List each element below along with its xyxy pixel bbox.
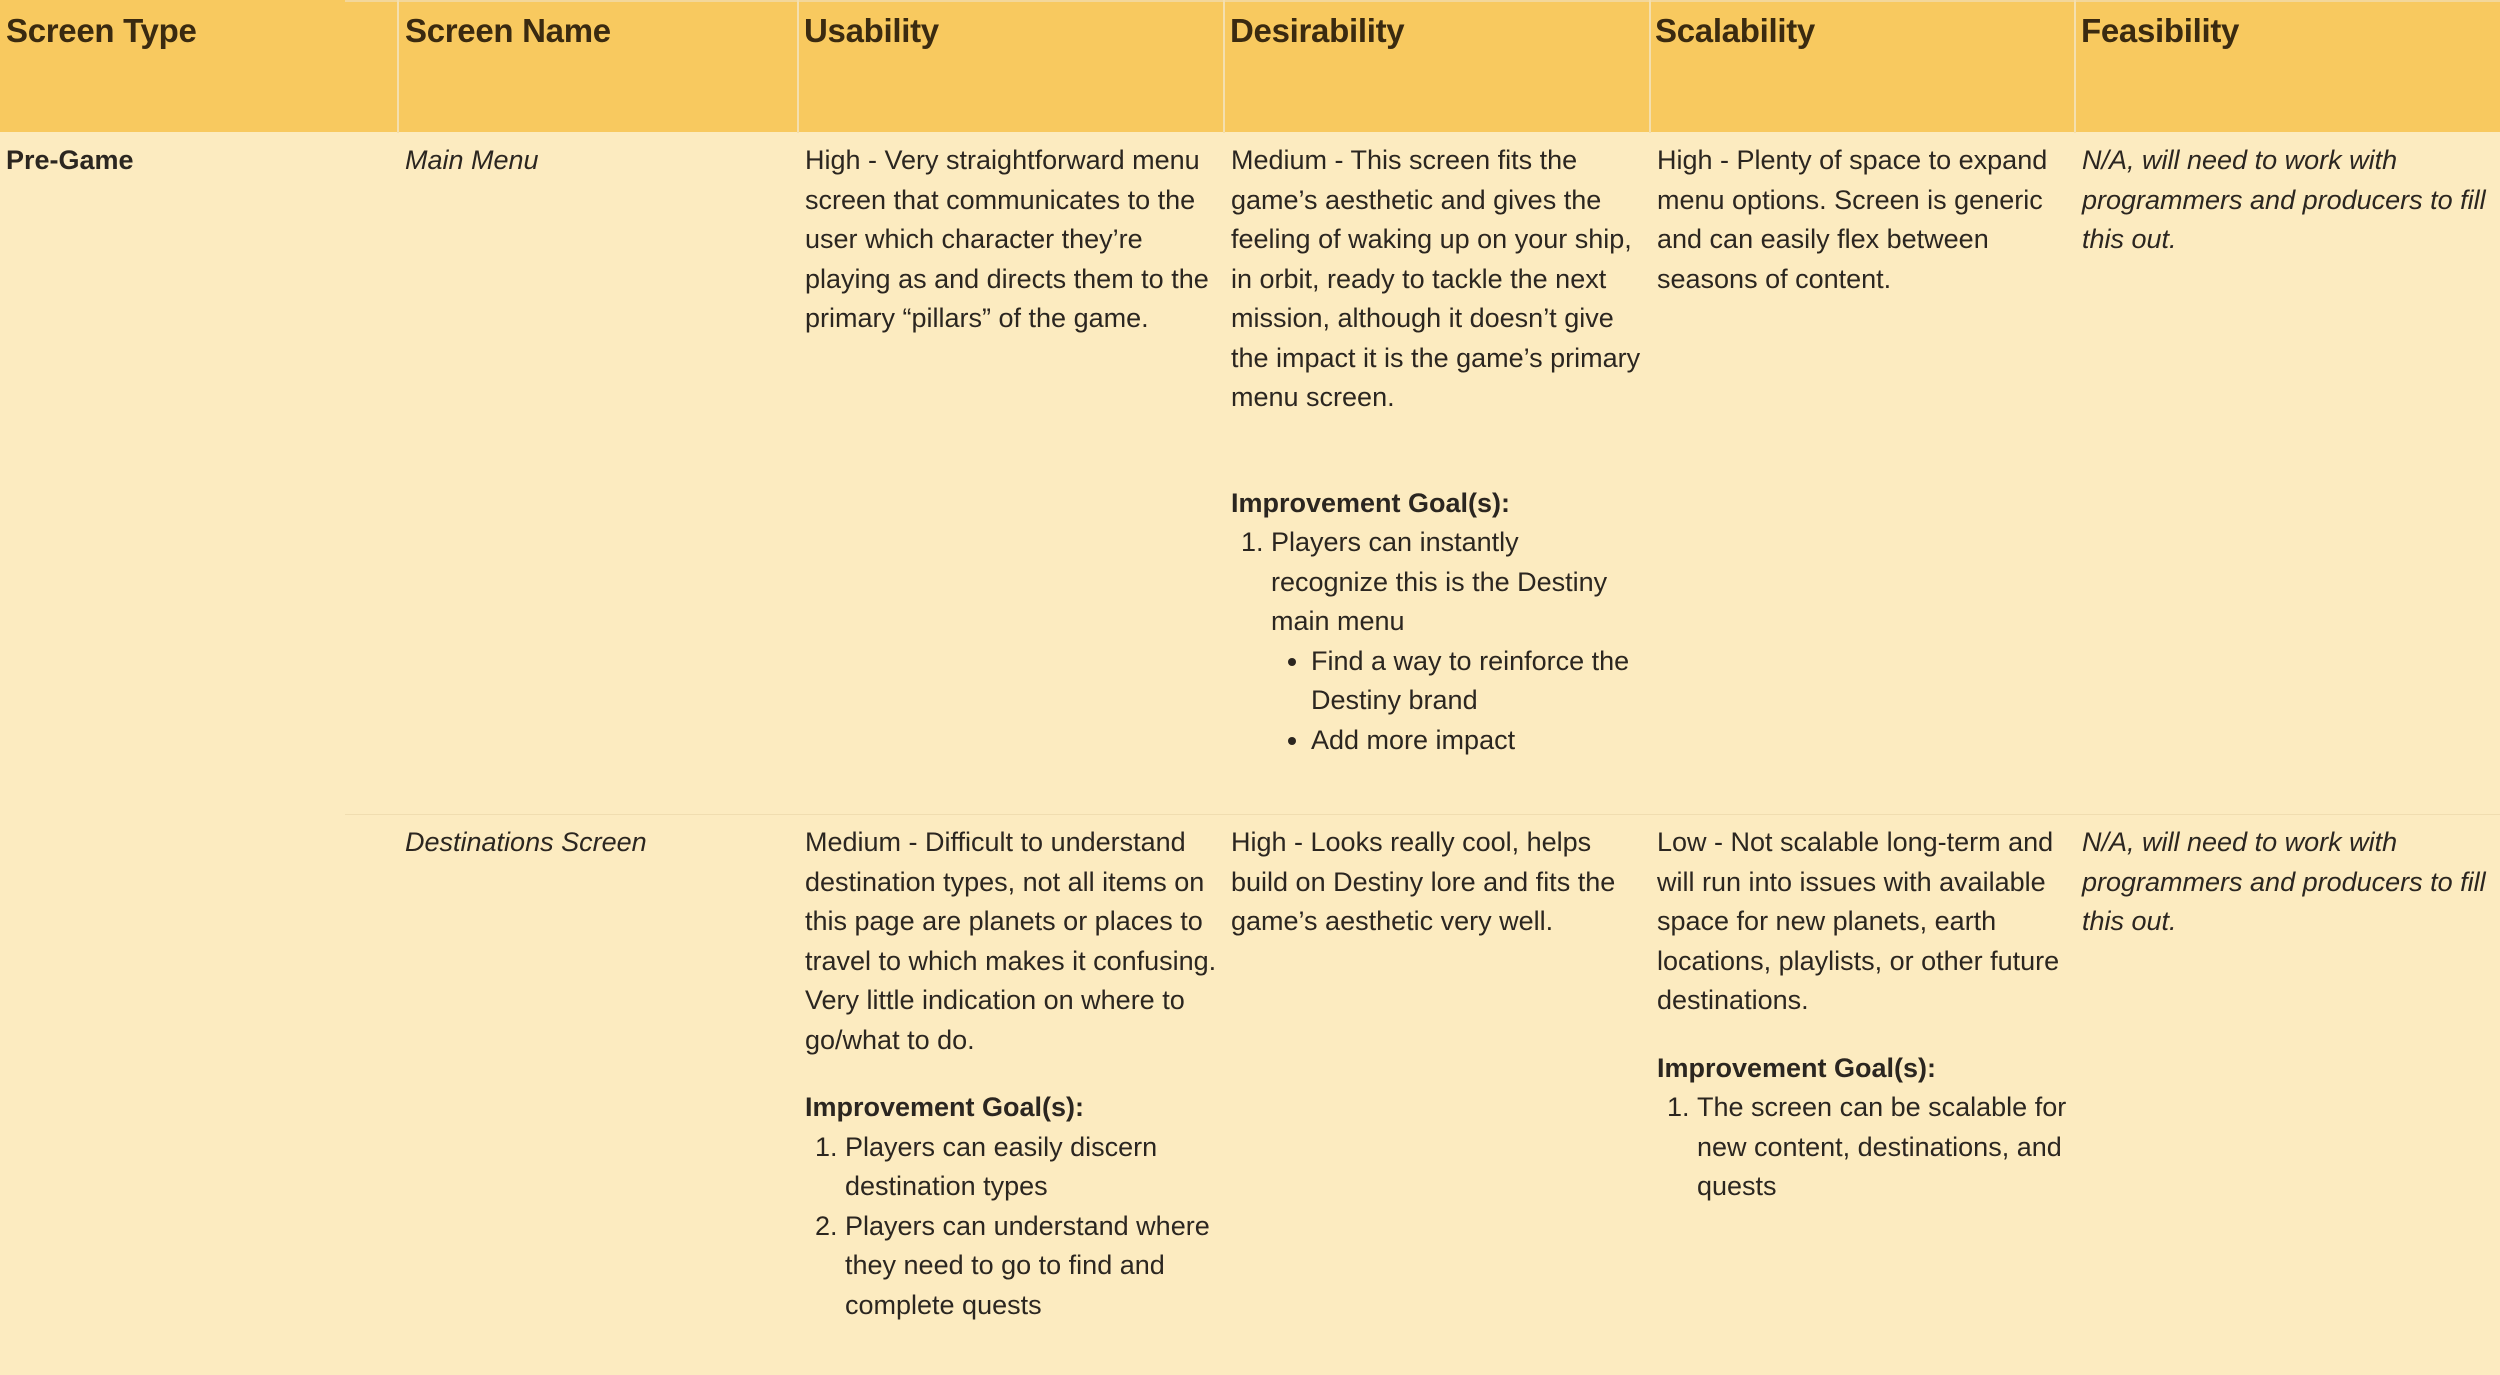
cell-usability: High - Very straightforward menu screen that communicates to the user which character they’re playing as and directs them to the primary “pillars” of the game. (805, 145, 1209, 333)
scalability-text: Low - Not scalable long-term and will run into issues with available space for new planets, earth locations, playlists, or other future destinations. (1657, 827, 2060, 1015)
list-item: • Add more impact (1311, 721, 1643, 761)
header-desirability: Desirability (1230, 12, 1405, 49)
table-header-row (0, 0, 2500, 132)
cell-screen-type: Pre-Game (6, 145, 134, 175)
improvement-goals-label: Improvement Goal(s): (805, 1092, 1085, 1122)
table-row (0, 133, 2500, 815)
list-item: 1. The screen can be scalable for new content, destinations, and quests (1697, 1088, 2068, 1207)
desirability-text: Medium - This screen fits the game’s aesthetic and gives the feeling of waking up on your ship, in orbit, ready to tackle the next mission, although it doesn’t give the impact it is the game’s primary menu screen. (1231, 145, 1641, 412)
cell-feasibility: N/A, will need to work with programmers and producers to fill this out. (2082, 145, 2486, 254)
cell-screen-name: Main Menu (405, 145, 539, 175)
sub-goals-list (1271, 642, 1643, 761)
header-screen-name: Screen Name (405, 12, 611, 49)
header-usability: Usability (804, 12, 939, 49)
header-scalability: Scalability (1655, 12, 1815, 49)
cell-feasibility: N/A, will need to work with programmers and producers to fill this out. (2082, 827, 2486, 936)
improvement-goals-label: Improvement Goal(s): (1657, 1052, 1937, 1083)
improvement-goals-list (1657, 1088, 2068, 1207)
cell-desirability (1225, 141, 1649, 760)
cell-usability (799, 823, 1223, 1325)
header-screen-type: Screen Type (6, 12, 197, 49)
header-top-border (345, 0, 2500, 2)
goal-text: Players can instantly recognize this is the Destiny main menu (1271, 527, 1608, 636)
cell-scalability (1651, 823, 2074, 1207)
improvement-goals-list (1231, 523, 1643, 760)
table-row (0, 815, 2500, 1375)
improvement-goals-label: Improvement Goal(s): (1231, 487, 1511, 518)
cell-scalability: High - Plenty of space to expand menu options. Screen is generic and can easily flex between seasons of content. (1657, 145, 2048, 294)
usability-text: Medium - Difficult to understand destination types, not all items on this page are planets or places to travel to which makes it confusing. Very little indication on where to go/what to do. (805, 827, 1217, 1055)
list-item (1271, 523, 1643, 760)
cell-desirability: High - Looks really cool, helps build on Destiny lore and fits the game’s aesthetic very well. (1231, 827, 1616, 936)
improvement-goals-list (805, 1128, 1217, 1326)
list-item: 2. Players can understand where they need to go to find and complete quests (845, 1207, 1217, 1326)
list-item: 1. Players can easily discern destination types (845, 1128, 1217, 1207)
list-item: • Find a way to reinforce the Destiny brand (1311, 642, 1643, 721)
header-feasibility: Feasibility (2081, 12, 2240, 49)
cell-screen-name: Destinations Screen (405, 827, 647, 857)
